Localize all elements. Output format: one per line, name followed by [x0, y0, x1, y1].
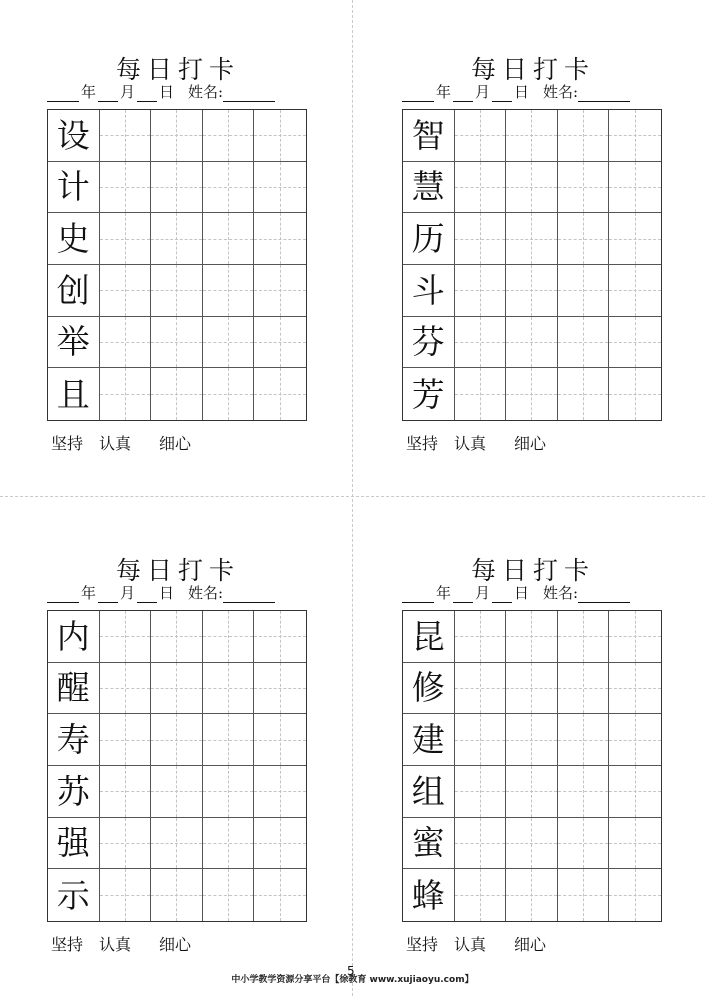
practice-cell[interactable]: [100, 213, 152, 265]
month-blank[interactable]: [453, 586, 473, 603]
practice-cell[interactable]: [151, 265, 203, 317]
practice-cell[interactable]: [506, 714, 558, 766]
model-character: 设: [56, 115, 90, 155]
practice-cell[interactable]: [455, 110, 507, 162]
model-character-cell: [48, 766, 100, 818]
practice-cell[interactable]: [455, 818, 507, 870]
model-character: 建: [411, 720, 445, 760]
practice-cell[interactable]: [558, 265, 610, 317]
practice-cell[interactable]: [558, 110, 610, 162]
date-name-line: [47, 82, 309, 102]
model-character-cell: [403, 663, 455, 715]
practice-cell[interactable]: [558, 368, 610, 420]
model-character: 内: [56, 616, 90, 656]
model-character-cell: [403, 317, 455, 369]
day-blank[interactable]: [492, 85, 512, 102]
practice-cell[interactable]: [100, 110, 152, 162]
practice-card: [47, 501, 309, 954]
practice-cell[interactable]: [100, 663, 152, 715]
motto-earnest: 认真: [99, 935, 132, 954]
model-character-cell: [403, 368, 455, 420]
practice-cell[interactable]: [203, 110, 255, 162]
model-character-cell: [48, 611, 100, 663]
motto-line: [51, 431, 309, 454]
practice-cell[interactable]: [506, 110, 558, 162]
practice-cell[interactable]: [506, 265, 558, 317]
practice-cell[interactable]: [151, 213, 203, 265]
month-blank[interactable]: [98, 85, 118, 102]
practice-cell[interactable]: [609, 818, 661, 870]
model-character-cell: [48, 213, 100, 265]
year-blank[interactable]: [402, 85, 434, 102]
practice-cell[interactable]: [254, 265, 306, 317]
card-title: 每日打卡: [470, 55, 595, 84]
practice-cell[interactable]: [506, 162, 558, 214]
model-character-cell: [403, 213, 455, 265]
practice-cell[interactable]: [151, 818, 203, 870]
practice-cell[interactable]: [455, 317, 507, 369]
practice-cell[interactable]: [609, 663, 661, 715]
practice-cell[interactable]: [254, 714, 306, 766]
motto-line: [406, 431, 664, 454]
practice-cell[interactable]: [100, 714, 152, 766]
model-character-cell: [48, 368, 100, 420]
practice-cell[interactable]: [506, 368, 558, 420]
practice-cell[interactable]: [151, 663, 203, 715]
model-character-cell: [403, 818, 455, 870]
practice-cell[interactable]: [558, 162, 610, 214]
model-character-cell: [403, 265, 455, 317]
footer-text: 中小学教学资源分享平台【徐教育 www.xujiaoyu.com】: [231, 975, 474, 985]
practice-cell[interactable]: [609, 714, 661, 766]
day-blank[interactable]: [492, 586, 512, 603]
practice-cell[interactable]: [506, 818, 558, 870]
name-blank[interactable]: [223, 586, 275, 603]
practice-cell[interactable]: [254, 317, 306, 369]
practice-cell[interactable]: [506, 766, 558, 818]
practice-cell[interactable]: [609, 766, 661, 818]
practice-cell[interactable]: [254, 110, 306, 162]
model-character-cell: [48, 714, 100, 766]
date-name-line: [402, 583, 664, 603]
practice-cell[interactable]: [100, 611, 152, 663]
day-blank[interactable]: [137, 85, 157, 102]
motto-careful: 细心: [514, 935, 547, 954]
name-label: 姓名:: [543, 83, 579, 101]
card-title: 每日打卡: [115, 556, 240, 585]
month-label: 月: [475, 83, 491, 101]
card-title: 每日打卡: [470, 556, 595, 585]
model-character: 寿: [56, 720, 90, 760]
practice-cell[interactable]: [100, 317, 152, 369]
year-blank[interactable]: [47, 586, 79, 603]
practice-cell[interactable]: [558, 766, 610, 818]
date-name-line: [402, 82, 664, 102]
motto-careful: 细心: [159, 935, 192, 954]
model-character: 史: [56, 219, 90, 259]
motto-persist: 坚持: [406, 434, 439, 453]
practice-cell[interactable]: [506, 611, 558, 663]
month-label: 月: [120, 83, 136, 101]
day-label: 日: [159, 584, 175, 602]
name-label: 姓名:: [543, 584, 579, 602]
practice-cell[interactable]: [455, 265, 507, 317]
practice-cell[interactable]: [609, 368, 661, 420]
practice-cell[interactable]: [609, 869, 661, 921]
practice-cell[interactable]: [455, 611, 507, 663]
motto-persist: 坚持: [406, 935, 439, 954]
practice-cell[interactable]: [254, 213, 306, 265]
practice-cell[interactable]: [254, 663, 306, 715]
practice-cell[interactable]: [203, 368, 255, 420]
name-label: 姓名:: [188, 83, 224, 101]
month-blank[interactable]: [98, 586, 118, 603]
practice-cell[interactable]: [558, 213, 610, 265]
model-character: 智: [411, 115, 445, 155]
model-character: 历: [411, 219, 445, 259]
practice-cell[interactable]: [455, 162, 507, 214]
practice-cell[interactable]: [455, 869, 507, 921]
model-character: 强: [56, 823, 90, 863]
year-label: 年: [436, 83, 452, 101]
tianzige-grid: [47, 109, 307, 421]
model-character-cell: [48, 265, 100, 317]
year-blank[interactable]: [47, 85, 79, 102]
model-character-cell: [48, 818, 100, 870]
practice-cell[interactable]: [203, 265, 255, 317]
motto-line: [51, 932, 309, 955]
practice-cell[interactable]: [203, 766, 255, 818]
practice-cell[interactable]: [100, 766, 152, 818]
model-character: 芳: [411, 374, 445, 414]
model-character-cell: [403, 611, 455, 663]
model-character-cell: [48, 110, 100, 162]
practice-cell[interactable]: [151, 317, 203, 369]
practice-cell[interactable]: [558, 818, 610, 870]
motto-line: [406, 932, 664, 955]
model-character: 醒: [56, 668, 90, 708]
practice-cell[interactable]: [203, 714, 255, 766]
practice-cell[interactable]: [609, 317, 661, 369]
model-character: 举: [56, 322, 90, 362]
motto-earnest: 认真: [454, 935, 487, 954]
practice-cell[interactable]: [609, 611, 661, 663]
practice-cell[interactable]: [609, 162, 661, 214]
day-label: 日: [514, 83, 530, 101]
horizontal-cut-line: [0, 496, 705, 497]
model-character-cell: [48, 869, 100, 921]
practice-cell[interactable]: [203, 611, 255, 663]
motto-persist: 坚持: [51, 935, 84, 954]
model-character: 且: [56, 374, 90, 414]
tianzige-grid: [402, 610, 662, 922]
month-label: 月: [120, 584, 136, 602]
day-label: 日: [514, 584, 530, 602]
year-label: 年: [81, 83, 97, 101]
practice-cell[interactable]: [151, 766, 203, 818]
motto-careful: 细心: [159, 434, 192, 453]
name-label: 姓名:: [188, 584, 224, 602]
practice-cell[interactable]: [455, 766, 507, 818]
model-character: 示: [56, 875, 90, 915]
practice-cell[interactable]: [506, 663, 558, 715]
vertical-cut-line: [352, 0, 353, 996]
practice-cell[interactable]: [506, 869, 558, 921]
model-character: 创: [56, 270, 90, 310]
year-label: 年: [81, 584, 97, 602]
practice-cell[interactable]: [254, 869, 306, 921]
practice-cell[interactable]: [100, 869, 152, 921]
model-character-cell: [403, 766, 455, 818]
practice-cell[interactable]: [151, 714, 203, 766]
practice-cell[interactable]: [558, 663, 610, 715]
practice-cell[interactable]: [151, 110, 203, 162]
practice-cell[interactable]: [151, 162, 203, 214]
model-character-cell: [403, 714, 455, 766]
date-name-line: [47, 583, 309, 603]
practice-card: [402, 501, 664, 954]
practice-cell[interactable]: [203, 317, 255, 369]
practice-cell[interactable]: [203, 162, 255, 214]
model-character: 苏: [56, 771, 90, 811]
practice-card: [47, 0, 309, 453]
model-character: 计: [56, 167, 90, 207]
practice-cell[interactable]: [254, 368, 306, 420]
model-character: 斗: [411, 270, 445, 310]
day-label: 日: [159, 83, 175, 101]
model-character: 慧: [411, 167, 445, 207]
practice-cell[interactable]: [506, 213, 558, 265]
practice-cell[interactable]: [558, 611, 610, 663]
practice-cell[interactable]: [455, 213, 507, 265]
practice-cell[interactable]: [254, 818, 306, 870]
month-blank[interactable]: [453, 85, 473, 102]
practice-cell[interactable]: [203, 213, 255, 265]
practice-cell[interactable]: [203, 869, 255, 921]
model-character-cell: [403, 110, 455, 162]
practice-cell[interactable]: [455, 663, 507, 715]
model-character-cell: [48, 663, 100, 715]
practice-cell[interactable]: [151, 869, 203, 921]
day-blank[interactable]: [137, 586, 157, 603]
page-number: 5: [347, 964, 355, 978]
name-blank[interactable]: [578, 586, 630, 603]
motto-earnest: 认真: [454, 434, 487, 453]
year-blank[interactable]: [402, 586, 434, 603]
model-character: 昆: [411, 616, 445, 656]
motto-careful: 细心: [514, 434, 547, 453]
model-character: 蜂: [411, 875, 445, 915]
practice-cell[interactable]: [100, 265, 152, 317]
model-character-cell: [48, 162, 100, 214]
model-character: 修: [411, 668, 445, 708]
model-character: 蜜: [411, 823, 445, 863]
practice-cell[interactable]: [558, 869, 610, 921]
practice-card: [402, 0, 664, 453]
model-character: 芬: [411, 322, 445, 362]
practice-cell[interactable]: [100, 818, 152, 870]
practice-cell[interactable]: [609, 110, 661, 162]
model-character-cell: [403, 162, 455, 214]
month-label: 月: [475, 584, 491, 602]
practice-cell[interactable]: [254, 162, 306, 214]
practice-cell[interactable]: [203, 663, 255, 715]
model-character-cell: [403, 869, 455, 921]
practice-cell[interactable]: [100, 162, 152, 214]
practice-cell[interactable]: [609, 265, 661, 317]
practice-cell[interactable]: [254, 766, 306, 818]
name-blank[interactable]: [223, 85, 275, 102]
practice-cell[interactable]: [558, 317, 610, 369]
model-character-cell: [48, 317, 100, 369]
tianzige-grid: [402, 109, 662, 421]
year-label: 年: [436, 584, 452, 602]
motto-persist: 坚持: [51, 434, 84, 453]
practice-cell[interactable]: [203, 818, 255, 870]
practice-cell[interactable]: [455, 714, 507, 766]
model-character: 组: [411, 771, 445, 811]
name-blank[interactable]: [578, 85, 630, 102]
tianzige-grid: [47, 610, 307, 922]
card-title: 每日打卡: [115, 55, 240, 84]
practice-cell[interactable]: [100, 368, 152, 420]
practice-cell[interactable]: [558, 714, 610, 766]
practice-cell[interactable]: [506, 317, 558, 369]
motto-earnest: 认真: [99, 434, 132, 453]
practice-cell[interactable]: [151, 368, 203, 420]
practice-cell[interactable]: [455, 368, 507, 420]
practice-cell[interactable]: [151, 611, 203, 663]
practice-cell[interactable]: [609, 213, 661, 265]
practice-cell[interactable]: [254, 611, 306, 663]
